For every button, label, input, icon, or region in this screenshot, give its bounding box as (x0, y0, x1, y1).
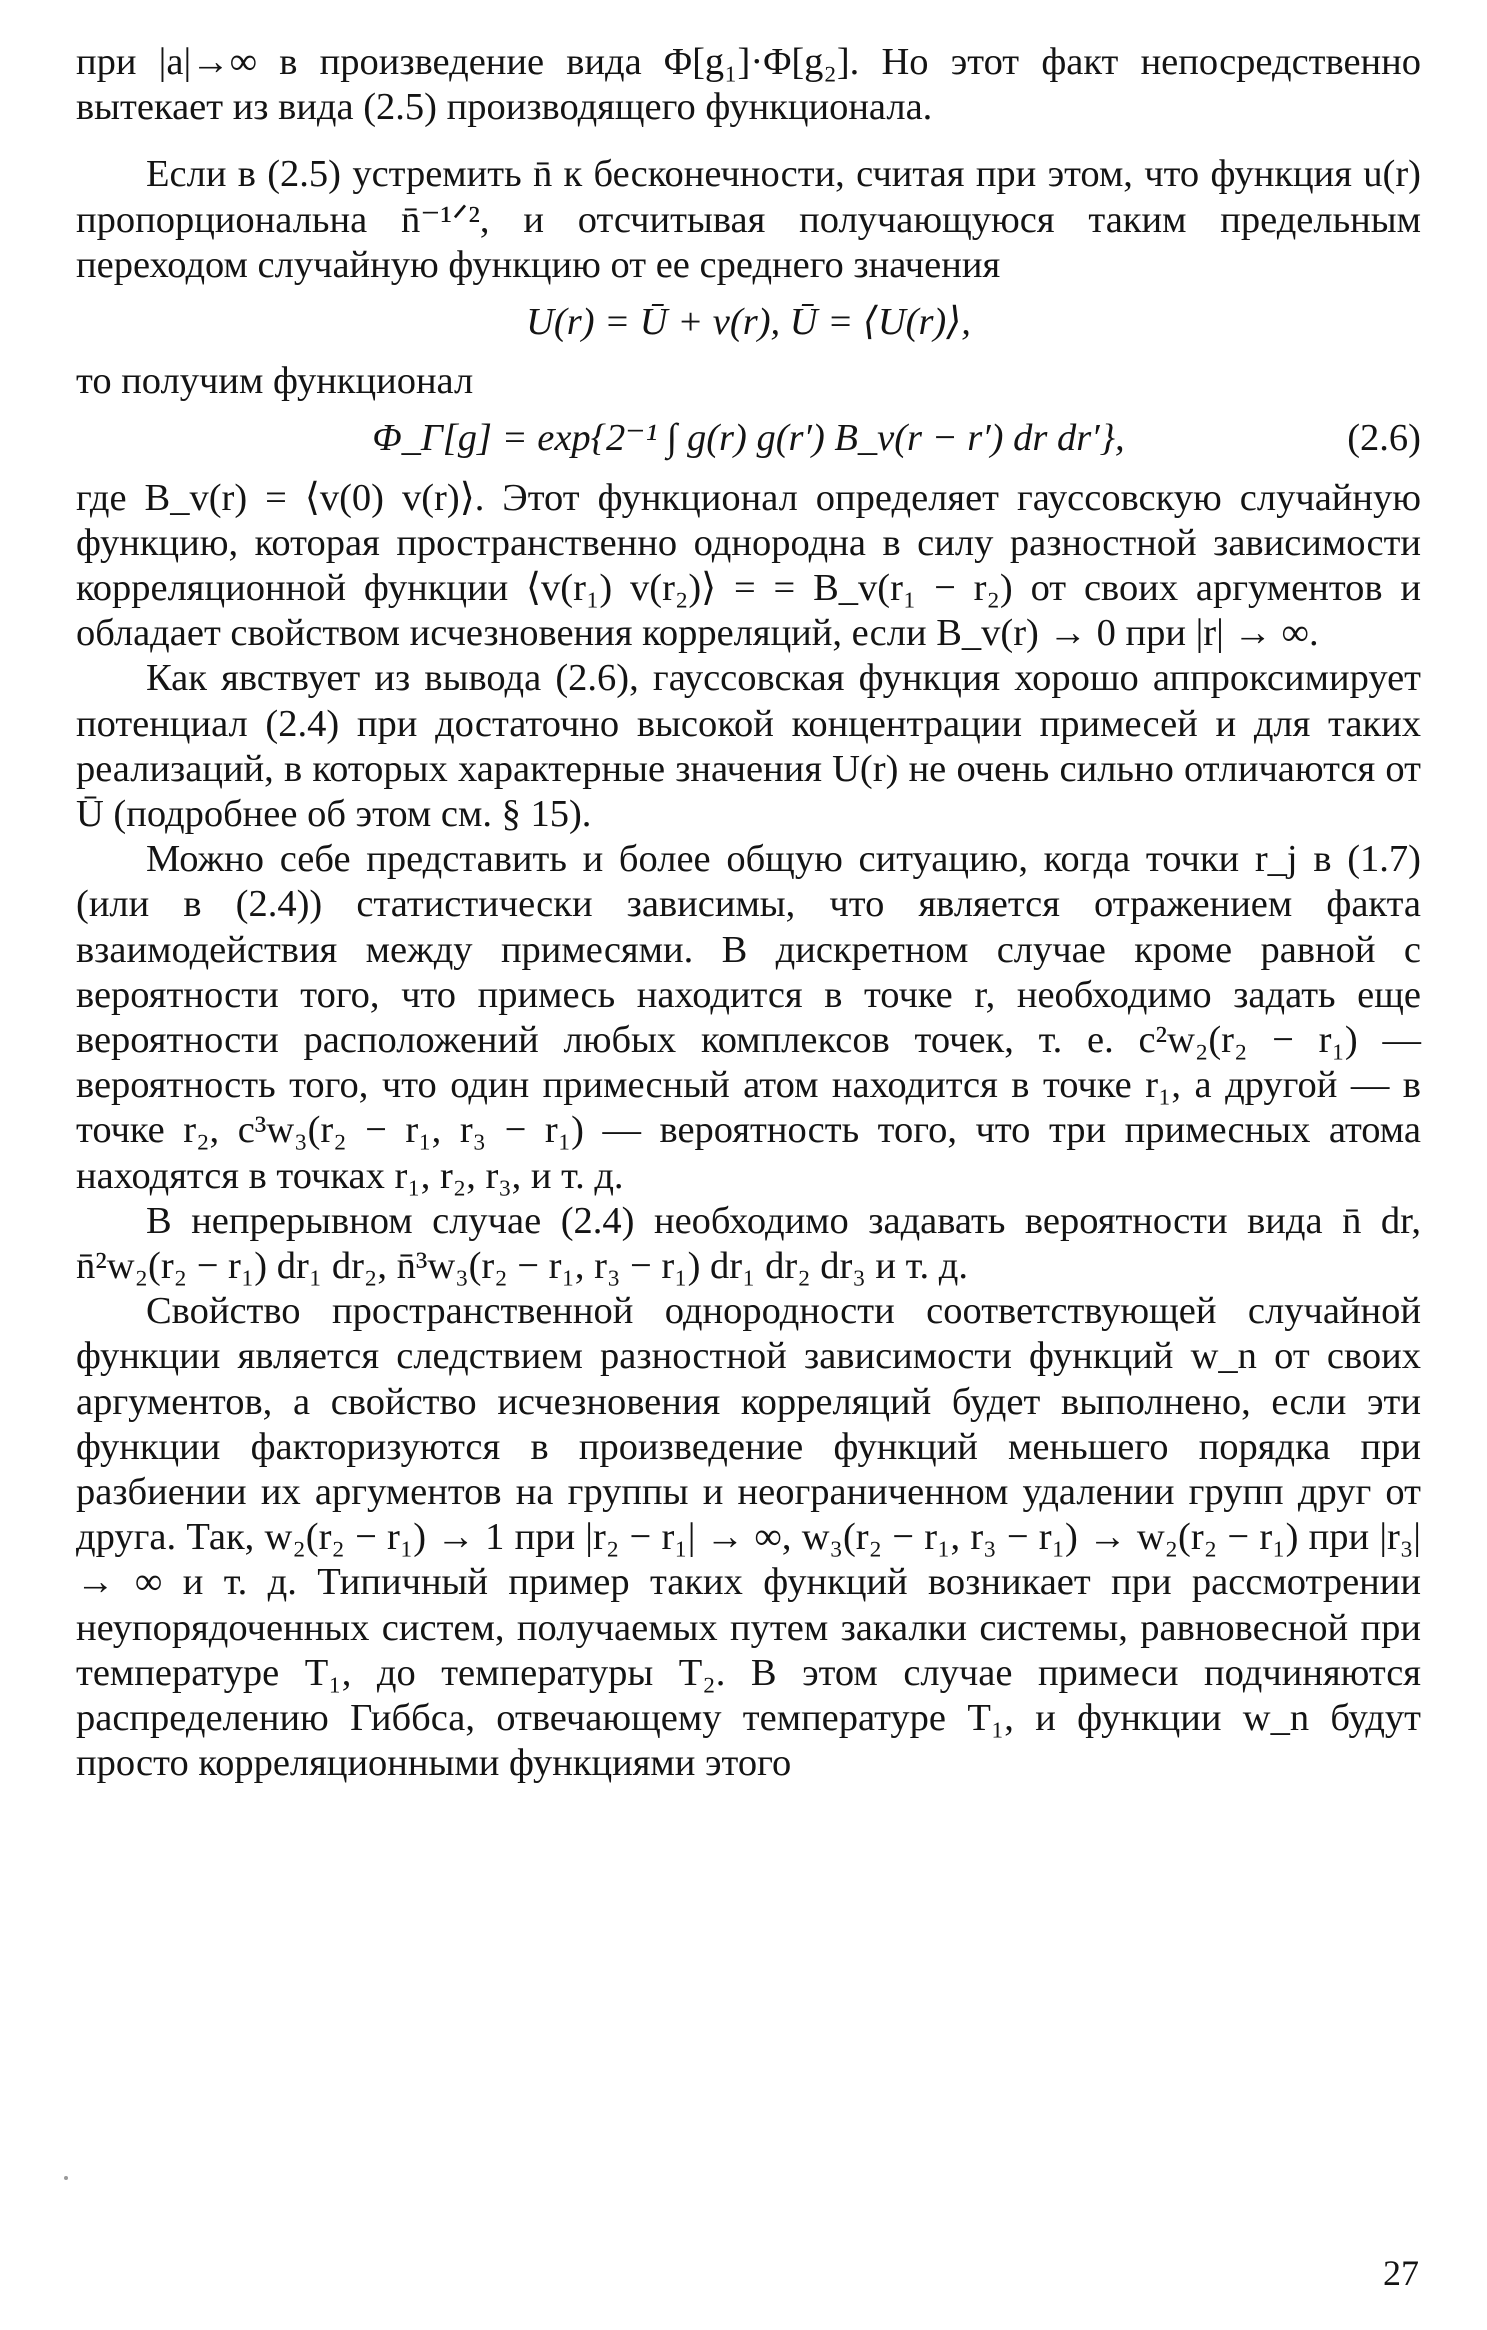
formula-2-6-text: Φ_Γ[g] = exp{2⁻¹ ∫ g(r) g(r′) B_v(r − r′) dr dr′}, (372, 417, 1125, 460)
paragraph-gaussian-functional: где B_v(r) = ⟨v(0) v(r)⟩. Этот функционал определяет гауссовскую случайную функцию, которая пространственно однородна в силу разностной зависимости корреляционной функции ⟨v(r₁) v(r₂)⟩ = = B_v(r₁ − r₂) от своих аргументов и обладает свойством исчезновения корреляций, если B_v(r) → 0 при |r| → ∞. (76, 476, 1421, 655)
paragraph-continuation: при |a|→∞ в произведение вида Φ[g₁]·Φ[g₂]. Но этот факт непосредственно вытекает из вида (2.5) производящего функционала. (76, 41, 1421, 129)
paragraph-approximation: Как явствует из вывода (2.6), гауссовская функция хорошо аппроксимирует потенциал (2.4) при достаточно высокой концентрации примесей и для таких реализаций, в которых характерные значения U(r) не очень сильно отличаются от Ū (подробнее об этом см. § 15). (76, 657, 1421, 836)
print-speck (64, 2176, 68, 2180)
paragraph-homogeneity: Свойство пространственной однородности соответствующей случайной функции является следствием разностной зависимости функций w_n от своих аргументов, а свойство исчезновения корреляций будет выполнено, если эти функции факторизуются в произведение функций меньшего порядка при разбиении их аргументов на группы и неограниченном удалении групп друг от друга. Так, w₂(r₂ − r₁) → 1 при |r₂ − r₁| → ∞, w₃(r₂ − r₁, r₃ − r₁) → w₂(r₂ − r₁) при |r₃| → ∞ и т. д. Типичный пример таких функций возникает при рассмотрении неупорядоченных систем, получаемых путем закалки системы, равновесной при температуре T₁, до температуры T₂. В этом случае примеси подчиняются распределению Гиббса, отвечающему температуре T₁, и функции w_n будут просто корреляционными функциями этого (76, 1290, 1421, 1785)
page-text (76, 40, 1421, 1786)
formula-potential-split-text: U(r) = Ū + v(r), Ū = ⟨U(r)⟩, (526, 301, 971, 344)
equation-number: (2.6) (1347, 417, 1421, 460)
paragraph-statistical-dependence: Можно себе представить и более общую ситуацию, когда точки r_j в (1.7) (или в (2.4)) статистически зависимы, что является отражением факта взаимодействия между примесями. В дискретном случае кроме равной c вероятности того, что примесь находится в точке r, необходимо задать еще вероятности расположений любых комплексов точек, т. е. c²w₂(r₂ − r₁) — вероятность того, что один примесный атом находится в точке r₁, а другой — в точке r₂, c³w₃(r₂ − r₁, r₃ − r₁) — вероятность того, что три примесных атома находятся в точках r₁, r₂, r₃, и т. д. (76, 838, 1421, 1197)
paragraph-limit-transition: Если в (2.5) устремить n̄ к бесконечности, считая при этом, что функция u(r) пропорциональна n̄⁻¹ᐟ², и отсчитывая получающуюся таким предельным переходом случайную функцию от ее среднего значения (76, 153, 1421, 286)
paragraph-continuous-case: В непрерывном случае (2.4) необходимо задавать вероятности вида n̄ dr, n̄²w₂(r₂ − r₁) dr₁ dr₂, n̄³w₃(r₂ − r₁, r₃ − r₁) dr₁ dr₂ dr₃ и т. д. (76, 1199, 1421, 1288)
page-number: 27 (1383, 2253, 1419, 2293)
paragraph-functional-intro: то получим функционал (76, 360, 474, 403)
formula-2-6 (76, 416, 1421, 461)
formula-potential-split (76, 300, 1421, 345)
